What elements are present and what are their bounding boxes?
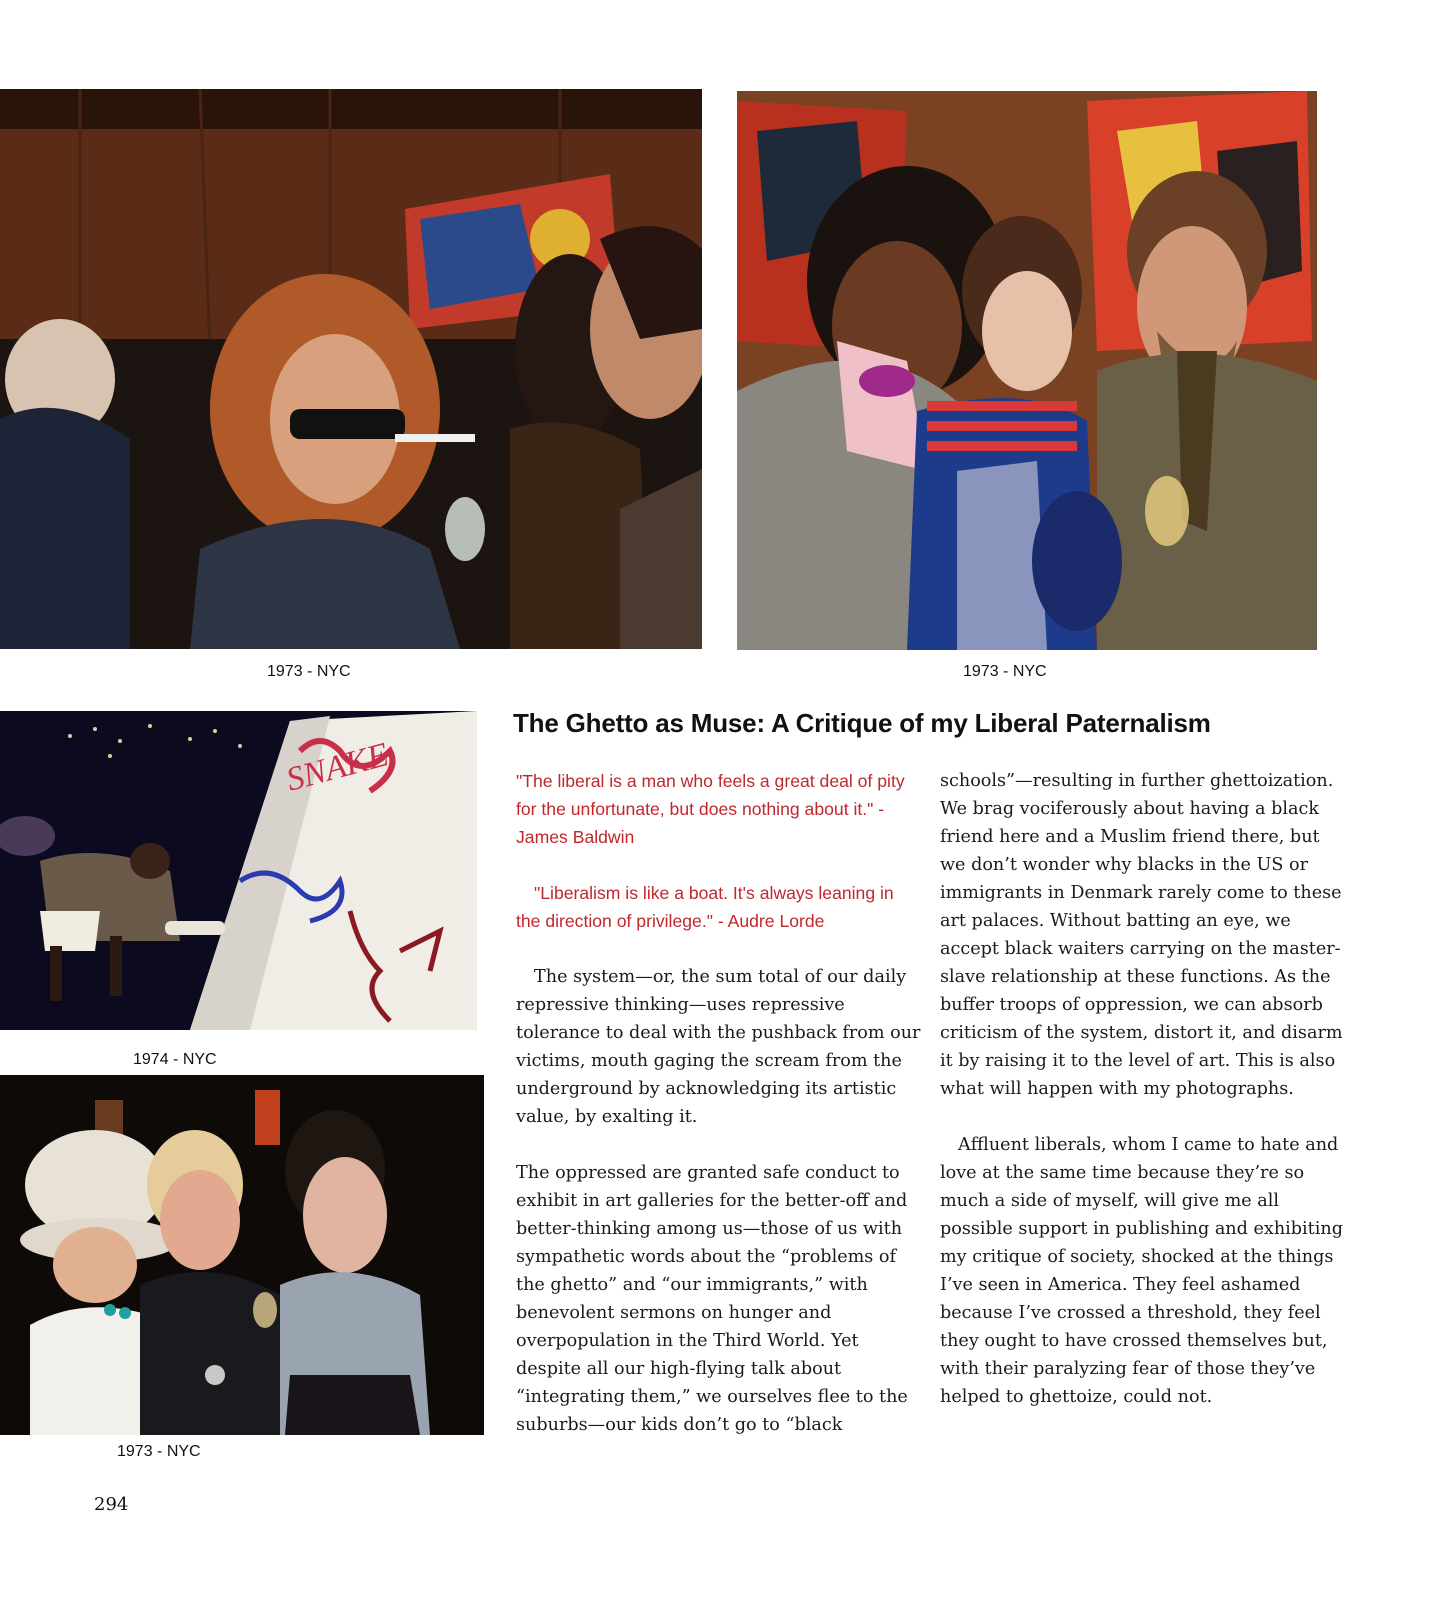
pull-quote: "Liberalism is like a boat. It's always leaning in the direction of privilege." - Audre Lorde xyxy=(516,883,894,931)
page-number: 294 xyxy=(94,1494,129,1515)
body-paragraph: The system—or, the sum total of our daily repressive thinking—uses repressive tolerance to deal with the pushback from our victims, mouth gaging the scream from the underground by acknowledging its artistic value, by exalting it. xyxy=(516,967,921,1127)
photo-caption: 1973 - NYC xyxy=(117,1443,201,1460)
photo-caption: 1974 - NYC xyxy=(133,1051,217,1068)
photo-caption: 1973 - NYC xyxy=(963,663,1047,680)
photo-gallery-woman-sunglasses xyxy=(0,89,702,649)
article-column-right xyxy=(940,767,1345,1411)
body-paragraph: The oppressed are granted safe conduct to exhibit in art galleries for the better-off and better-thinking among us—those of us with sympathetic words about the “problems of the ghetto” and “our immigrants,” with benevolent sermons on hunger and overpopulation in the Third World. Yet despite all our high-flying talk about “integrating them,” we ourselves flee to the suburbs—our kids don’t go to “black xyxy=(516,1163,908,1435)
pull-quote: "The liberal is a man who feels a great deal of pity for the unfortunate, but does nothing about it." - James Baldwin xyxy=(516,771,905,847)
photo-graffiti-snake xyxy=(0,711,477,1030)
body-paragraph: schools”—resulting in further ghettoization. We brag vociferously about having a black friend here and a Muslim friend there, but we don’t wonder why blacks in the US or immigrants in Denmark rarely come to these art palaces. Without batting an eye, we accept black waiters carrying on the master-slave relationship at these functions. As the buffer troops of oppression, we can absorb criticism of the system, distort it, and disarm it by raising it to the level of art. This is also what will happen with my photographs. xyxy=(940,771,1343,1099)
body-paragraph: Affluent liberals, whom I came to hate and love at the same time because they’re so much a side of myself, will give me all possible support in publishing and exhibiting my critique of society, shocked at the things I’ve seen in America. They feel ashamed because I’ve crossed a threshold, they feel they ought to have crossed themselves but, with their paralyzing fear of those they’ve helped to ghettoize, could not. xyxy=(940,1135,1343,1407)
photo-caption: 1973 - NYC xyxy=(267,663,351,680)
svg-text:SNAKE: SNAKE xyxy=(282,736,393,799)
article-column-left xyxy=(516,767,921,1439)
article-title: The Ghetto as Muse: A Critique of my Liberal Paternalism xyxy=(513,708,1211,738)
photo-gallery-trio-laughing xyxy=(737,91,1317,650)
photo-three-women-party xyxy=(0,1075,484,1435)
